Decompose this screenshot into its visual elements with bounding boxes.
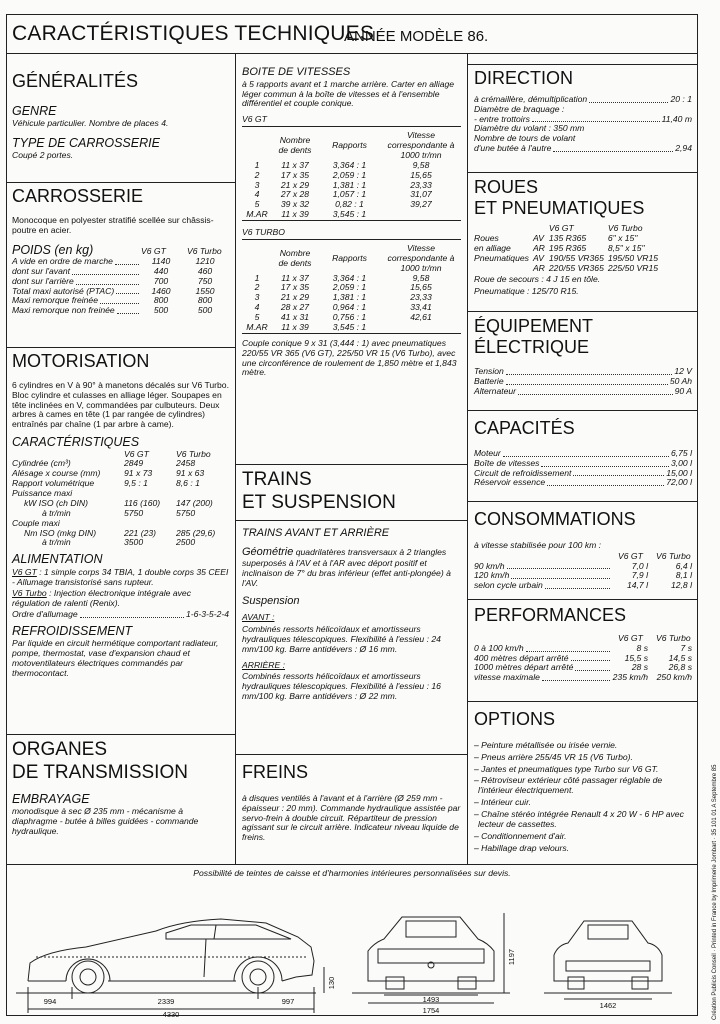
gear-cell <box>381 323 461 333</box>
section-title: ÉLECTRIQUE <box>474 337 590 358</box>
roues-cell: 190/55 VR365 <box>548 252 604 263</box>
section-title: PERFORMANCES <box>474 605 627 625</box>
spec-label: Circuit de refroidissement <box>474 467 572 478</box>
gear-cell: 31,07 <box>410 189 432 200</box>
spec-value: 3,00 l <box>670 457 692 468</box>
gear-cell: 1 <box>254 159 260 170</box>
roues-cell: Pneumatiques <box>474 252 529 263</box>
gear-cell: 1,381 : 1 <box>332 179 367 190</box>
gear-row <box>242 210 461 220</box>
spec-value: 2,94 <box>675 143 692 154</box>
spec-label: Boîte de vitesses <box>474 457 540 468</box>
col-header: V6 GT <box>124 448 149 459</box>
roues-cell: 195/50 VR15 <box>607 252 659 263</box>
gear-cell: 0,964 : 1 <box>332 302 367 313</box>
gear-cell: 11 x 39 <box>281 321 309 332</box>
roues-row <box>472 264 660 274</box>
section-consommations <box>468 501 698 591</box>
carac-row <box>6 499 235 509</box>
pneu-text: Pneumatique : 125/70 R15. <box>474 285 579 296</box>
dim-rear-overhang: 997 <box>281 997 295 1006</box>
front-view-drawing <box>554 921 662 989</box>
spec-label: à crémaillère, démultiplication <box>474 93 588 104</box>
spec-gt: 14,7 l <box>626 580 648 591</box>
type-title: TYPE DE CARROSSERIE <box>12 136 160 151</box>
gear-cell: 41 x 31 <box>280 312 310 323</box>
poids-gt: 700 <box>153 275 169 286</box>
secours-text: Roue de secours : 4 J 15 en tôle. <box>474 273 601 284</box>
section-title: CARROSSERIE <box>12 186 144 206</box>
spec-label: selon cycle urbain <box>474 580 543 591</box>
gear-cell: 9,58 <box>412 159 430 170</box>
page-header <box>6 14 698 54</box>
roues-cell: 135 R365 <box>548 233 587 244</box>
carac-turbo: 91 x 63 <box>176 468 205 479</box>
carac-label: Nm ISO (mkg DIN) <box>24 527 97 538</box>
spec-label: Diamètre de braquage : <box>474 103 565 114</box>
poids-gt: 500 <box>153 305 169 316</box>
carac-turbo: 5750 <box>176 507 196 518</box>
conso-table <box>468 562 698 592</box>
genre-text: Véhicule particulier. Nombre de places 4. <box>12 118 169 129</box>
roues-cell: 6" x 15" <box>607 233 638 244</box>
section-title: ÉQUIPEMENT <box>474 316 594 336</box>
poids-label: dont sur l'avant <box>12 265 71 276</box>
gear-cell: 17 x 35 <box>280 169 310 180</box>
roues-cell: en alliage <box>474 243 511 254</box>
gear-cell: 2 <box>254 169 260 180</box>
printer-credit <box>702 640 716 1020</box>
spec-gt: 7,9 l <box>631 570 648 581</box>
boite-text: à 5 rapports avant et 1 marche arrière. Carter en alliage léger commun à la boîte de vitesses et à l'ensemble différentiel et couple conique. <box>242 78 455 109</box>
genre-title: GENRE <box>12 103 57 118</box>
gear-cell: 21 x 29 <box>280 292 310 303</box>
section-carrosserie <box>6 182 235 316</box>
gear-cell: M.AR <box>246 321 268 332</box>
gear-cell: 5 <box>254 312 260 323</box>
conso-intro: à vitesse stabilisée pour 100 km : <box>474 539 602 550</box>
option-item: – Peinture métallisée ou irisée vernie. <box>474 739 618 750</box>
spec-label: 400 mètres départ arrêté <box>474 652 569 663</box>
poids-gt: 1140 <box>151 255 171 266</box>
dim-ground: 130 <box>327 976 336 990</box>
roues-cell: AV <box>532 233 544 244</box>
spec-label: Moteur <box>474 447 501 458</box>
carac-title: CARACTÉRISTIQUES <box>12 435 140 450</box>
alim-gt: : 1 simple corps 34 TBIA, 1 double corps 35 CEEI - Allumage transistorisé sans rupteur. <box>12 566 229 587</box>
section-title: TRAINS <box>242 469 312 490</box>
gear-cell: 3,545 : 1 <box>332 321 367 332</box>
option-item: – Pneus arrière 255/45 VR 15 (V6 Turbo). <box>474 751 633 762</box>
head-rapports: Rapports <box>332 252 367 263</box>
section-title: FREINS <box>242 762 309 782</box>
spec-turbo: 8,1 l <box>675 570 692 581</box>
side-view-drawing <box>28 919 314 993</box>
gt-label: V6 GT <box>242 114 267 125</box>
embrayage-text: monodisque à sec Ø 235 mm - mécanisme à diaphragme - butée à billes guidées - commande hydraulique. <box>12 805 199 836</box>
gear-cell: 11 x 37 <box>281 272 309 283</box>
spec-label: Diamètre du volant : 350 mm <box>474 123 585 134</box>
poids-turbo: 750 <box>197 275 213 286</box>
gear-cell: 17 x 35 <box>280 282 310 293</box>
poids-label: A vide en ordre de marche <box>12 255 113 266</box>
col-header: V6 GT <box>548 223 574 234</box>
gear-cell: 9,58 <box>412 272 430 283</box>
gear-row <box>242 323 461 333</box>
section-title: ET PNEUMATIQUES <box>474 198 645 219</box>
dim-front-track: 1493 <box>422 995 440 1004</box>
carac-label: Rapport volumétrique <box>12 478 95 489</box>
carac-label: Puissance maxi <box>12 488 73 499</box>
page-title: CARACTÉRISTIQUES TECHNIQUES <box>12 22 375 45</box>
head-vitesse: Vitesse correspondante à 1000 tr/mn <box>387 130 455 160</box>
section-capacites <box>468 410 698 488</box>
gear-cell: 1,057 : 1 <box>332 189 367 200</box>
section-organes <box>6 734 235 838</box>
gear-cell: 39 x 32 <box>280 199 310 210</box>
spec-value: 6,75 l <box>670 447 692 458</box>
poids-title: POIDS (en kg) <box>12 242 94 257</box>
spec-turbo: 14,5 s <box>668 652 692 663</box>
carac-gt: 5750 <box>124 507 144 518</box>
poids-gt: 1460 <box>151 285 171 296</box>
dimensions-panel <box>6 864 698 1016</box>
roues-table <box>472 224 660 273</box>
section-title: OPTIONS <box>474 709 556 729</box>
spec-label: 1000 mètres départ arrêté <box>474 662 574 673</box>
gear-cell: M.AR <box>246 209 268 220</box>
gear-cell: 0,82 : 1 <box>335 199 364 210</box>
carac-table <box>6 459 235 548</box>
roues-cell: 195 R365 <box>548 243 587 254</box>
spec-label: vitesse maximale <box>474 672 540 683</box>
carac-row <box>6 538 235 548</box>
gear-cell: 4 <box>254 189 260 200</box>
gear-cell: 1,381 : 1 <box>332 292 367 303</box>
section-title: ORGANES <box>12 739 108 760</box>
geo-label: Géométrie <box>242 546 294 559</box>
gear-cell: 33,41 <box>410 302 432 313</box>
motorisation-text: 6 cylindres en V à 90° à manetons décalés sur V6 Turbo. Bloc cylindre et culasses en alliage léger. Soupapes en tête inclinées en V, commandées par culbuteurs. Deux arbres à cames en tête (1 par rangée de cylindres) entraînés par chaîne (1 par arbre à came). <box>12 379 229 430</box>
poids-turbo: 500 <box>197 305 213 316</box>
boite-title: BOITE DE VITESSES <box>242 66 351 78</box>
carac-gt: 3500 <box>124 537 144 548</box>
head-rapports: Rapports <box>332 140 367 151</box>
gear-cell: 1 <box>254 272 260 283</box>
gear-cell: 3 <box>254 292 260 303</box>
carac-label: kW ISO (ch DIN) <box>24 497 88 508</box>
capacites-table <box>468 449 698 489</box>
carac-gt: 221 (23) <box>124 527 157 538</box>
poids-turbo: 1550 <box>195 285 215 296</box>
gear-cell: 27 x 28 <box>280 189 310 200</box>
col-header: V6 GT <box>618 550 643 561</box>
spec-turbo: 250 km/h <box>656 672 692 683</box>
gear-cell: 23,33 <box>410 179 432 190</box>
spec-label: Nombre de tours de volant <box>474 133 576 144</box>
carac-turbo: 8,6 : 1 <box>176 478 200 489</box>
gear-cell: 3,364 : 1 <box>332 159 367 170</box>
spec-turbo: 7 s <box>680 642 692 653</box>
gearbox-table-turbo <box>242 244 461 333</box>
poids-turbo: 1210 <box>195 255 215 266</box>
roues-cell: 220/55 VR365 <box>548 262 604 273</box>
ordre-value: 1-6-3-5-2-4 <box>186 609 229 620</box>
spec-row <box>468 478 698 488</box>
trains-sub: TRAINS AVANT ET ARRIÈRE <box>242 526 390 539</box>
roues-cell: AR <box>532 243 545 254</box>
section-title: CAPACITÉS <box>474 418 575 438</box>
spec-value: 12 V <box>674 366 692 377</box>
spec-label: Réservoir essence <box>474 477 546 488</box>
poids-row <box>6 306 235 316</box>
spec-gt: 7,0 l <box>631 560 648 571</box>
spec-turbo: 6,4 l <box>675 560 692 571</box>
avant-label: AVANT : <box>242 612 275 623</box>
carac-label: à tr/min <box>42 507 71 518</box>
section-equipement <box>468 311 698 397</box>
spec-label: Alternateur <box>474 386 517 397</box>
carac-gt: 91 x 73 <box>124 468 153 479</box>
roues-cell: 225/50 VR15 <box>607 262 659 273</box>
spec-gt: 235 km/h <box>612 672 648 683</box>
direction-table <box>468 95 698 154</box>
spec-turbo: 26,8 s <box>668 662 692 673</box>
gear-cell: 5 <box>254 199 260 210</box>
roues-cell: 8,5" x 15" <box>607 243 645 254</box>
alim-gt-label: V6 GT <box>12 566 37 577</box>
gear-cell: 2,059 : 1 <box>332 282 367 293</box>
alim-turbo: : Injection électronique intégrale avec régulation de ralenti (Renix). <box>12 588 191 609</box>
dim-wheelbase: 2339 <box>157 997 175 1006</box>
poids-gt: 800 <box>153 295 169 306</box>
section-roues <box>468 172 698 297</box>
carac-gt: 9,5 : 1 <box>124 478 148 489</box>
carac-label: Cylindrée (cm³) <box>12 458 71 469</box>
gear-cell: 2 <box>254 282 260 293</box>
spec-value: 90 A <box>674 386 692 397</box>
col-header: V6 Turbo <box>607 223 643 234</box>
option-item: – Rétroviseur extérieur côté passager réglable de l'intérieur électriquement. <box>474 775 663 796</box>
carac-gt: 2849 <box>124 458 144 469</box>
option-item: – Intérieur cuir. <box>474 797 531 808</box>
carac-gt: 116 (160) <box>124 497 161 508</box>
section-title: MOTORISATION <box>12 351 150 371</box>
carac-label: à tr/min <box>42 537 71 548</box>
poids-gt: 440 <box>153 265 169 276</box>
col-header: V6 GT <box>141 245 166 256</box>
spec-row <box>468 144 698 154</box>
couple-text: Couple conique 9 x 31 (3,444 : 1) avec pneumatiques 220/55 VR 365 (V6 GT), 225/50 VR 15 (V6 Turbo), avec une circonférence de roulement de 1,850 mètre et 1,843 mètre. <box>242 337 457 378</box>
section-performances <box>468 599 698 683</box>
gear-cell: 3,545 : 1 <box>332 209 367 220</box>
section-freins <box>236 754 467 844</box>
spec-label: 120 km/h <box>474 570 510 581</box>
spec-turbo: 12,8 l <box>670 580 692 591</box>
section-motorisation <box>6 347 235 680</box>
head-dents: Nombre de dents <box>278 135 312 155</box>
dim-width: 1754 <box>422 1006 440 1015</box>
carac-turbo: 2500 <box>176 537 196 548</box>
head-vitesse: Vitesse correspondante à 1000 tr/mn <box>387 242 455 273</box>
gear-cell: 3,364 : 1 <box>332 272 367 283</box>
freins-text: à disques ventilés à l'avant et à l'arrière (Ø 259 mm - épaisseur : 20 mm). Commande hydraulique assistée par servo-frein à double circuit. Répartiteur de pression agissant sur le circuit arrière. Indicateur niveau liquide de freins. <box>242 792 461 843</box>
spec-gt: 8 s <box>636 642 648 653</box>
spec-value: 72,00 l <box>666 477 692 488</box>
spec-label: 90 km/h <box>474 560 505 571</box>
spec-label: d'une butée à l'autre <box>474 143 552 154</box>
poids-label: dont sur l'arrière <box>12 275 74 286</box>
carac-label: Alésage x course (mm) <box>12 468 101 479</box>
geo-text: quadrilatères transversaux à 2 triangles superposés à l'AV et à l'AR avec déport positif et inclinaison de 7° du bras inférieur (effet anti-plongée) à l'AV. <box>242 547 451 588</box>
refroid-text: Par liquide en circuit hermétique comportant radiateur, pompe, thermostat, vase d'expansion chaud et motoventilateurs électriques commandés par thermocontact. <box>12 638 219 679</box>
col-header: V6 Turbo <box>176 448 211 459</box>
section-options <box>468 701 698 855</box>
spec-row <box>468 387 698 397</box>
option-item: – Chaîne stéréo intégrée Renault 4 x 20 W - 6 HP avec lecteur de cassettes. <box>474 809 684 829</box>
dim-height: 1197 <box>507 948 516 966</box>
gear-cell: 15,65 <box>410 169 432 180</box>
section-title: DE TRANSMISSION <box>12 762 188 784</box>
col-header: V6 Turbo <box>187 245 222 256</box>
gear-cell: 11 x 39 <box>281 209 309 220</box>
type-text: Coupé 2 portes. <box>12 150 74 161</box>
gear-cell <box>381 210 461 220</box>
option-item: – Habillage drap velours. <box>474 842 570 853</box>
gearbox-table-gt <box>242 131 461 220</box>
carac-turbo: 285 (29,6) <box>176 527 216 538</box>
refroid-title: REFROIDISSEMENT <box>12 624 133 639</box>
spec-label: Tension <box>474 366 504 377</box>
dim-front-overhang: 994 <box>43 997 57 1006</box>
poids-label: Maxi remorque non freinée <box>12 305 115 316</box>
spec-label: 0 à 100 km/h <box>474 642 524 653</box>
roues-cell <box>472 264 531 274</box>
gear-cell: 23,33 <box>410 292 432 303</box>
column-middle <box>236 54 468 864</box>
ordre-label: Ordre d'allumage <box>12 609 78 620</box>
perf-table <box>468 644 698 684</box>
spec-gt: 15,5 s <box>624 652 648 663</box>
spec-value: 20 : 1 <box>670 93 692 104</box>
carac-row <box>6 529 235 539</box>
col-header: V6 Turbo <box>656 632 691 643</box>
gear-cell: 2,059 : 1 <box>332 169 367 180</box>
gear-cell: 0,756 : 1 <box>332 312 367 323</box>
poids-label: Total maxi autorisé (PTAC) <box>12 285 115 296</box>
carac-label: Couple maxi <box>12 517 60 528</box>
gear-cell: 39,27 <box>410 199 432 210</box>
dim-rear-track: 1462 <box>599 1001 617 1010</box>
head-dents: Nombre de dents <box>278 247 312 268</box>
option-item: – Conditionnement d'air. <box>474 830 567 841</box>
gear-cell: 4 <box>254 302 260 313</box>
roues-cell: Roues <box>474 233 499 244</box>
dim-length: 4330 <box>162 1010 180 1017</box>
spec-value: 50 Ah <box>669 376 692 387</box>
section-title: ROUES <box>474 177 539 197</box>
poids-turbo: 460 <box>197 265 213 276</box>
turbo-label: V6 TURBO <box>242 227 285 238</box>
col-header: V6 Turbo <box>656 550 691 561</box>
options-list <box>468 740 698 855</box>
gear-cell: 11 x 37 <box>281 159 309 170</box>
printer-credit-text: Création Publicis Conseil · Printed in France by Imprimerie Jombart · 35 101 01 A Septembre 85 <box>712 764 718 1020</box>
section-generalites <box>6 54 235 162</box>
arriere-label: ARRIÈRE : <box>242 659 285 670</box>
section-direction <box>468 64 698 154</box>
personalisation-note: Possibilité de teintes de caisse et d'harmonies intérieures personnalisées sur devis. <box>193 868 511 878</box>
spec-label: Batterie <box>474 376 504 387</box>
avant-text: Combinés ressorts hélicoïdaux et amortisseurs hydrauliques télescopiques. Flexibilité à l'essieu : 24 mm/100 kg. Barre antidévers : Ø 16 mm. <box>242 623 441 654</box>
susp-title: Suspension <box>242 595 300 608</box>
gear-cell: 21 x 29 <box>280 179 310 190</box>
spec-row <box>468 673 698 683</box>
col-header: V6 GT <box>618 632 643 643</box>
gear-cell: 3 <box>254 179 260 190</box>
poids-label: Maxi remorque freinée <box>12 295 98 306</box>
spec-value: 15,00 l <box>666 467 692 478</box>
spec-gt: 28 s <box>631 662 648 673</box>
carac-turbo: 147 (200) <box>176 497 213 508</box>
poids-turbo: 800 <box>197 295 213 306</box>
carac-turbo: 2458 <box>176 458 196 469</box>
arriere-text: Combinés ressorts hélicoïdaux et amortisseurs hydrauliques télescopiques. Flexibilité à l'essieu : 16 mm/100 kg. Barre antidévers : Ø 22 mm. <box>242 671 441 702</box>
section-title: CONSOMMATIONS <box>474 509 636 529</box>
roues-cell: AR <box>532 262 545 273</box>
alim-turbo-label: V6 Turbo <box>12 588 47 599</box>
rear-view-drawing <box>368 917 494 989</box>
option-item: – Jantes et pneumatiques type Turbo sur V6 GT. <box>474 763 659 774</box>
column-right <box>468 54 698 864</box>
gear-cell: 42,61 <box>410 312 432 323</box>
carrosserie-text: Monocoque en polyester stratifié scellée sur châssis-poutre en acier. <box>12 214 214 235</box>
embrayage-title: EMBRAYAGE <box>12 791 90 806</box>
alim-title: ALIMENTATION <box>12 552 103 567</box>
column-left <box>6 54 236 864</box>
roues-cell: AV <box>532 252 544 263</box>
gear-cell: 15,65 <box>410 282 432 293</box>
section-trains <box>236 464 467 703</box>
equipement-table <box>468 367 698 397</box>
poids-table <box>6 257 235 316</box>
gear-cell: 28 x 27 <box>280 302 310 313</box>
spec-label: - entre trottoirs <box>474 113 530 124</box>
spec-row <box>468 581 698 591</box>
section-title: DIRECTION <box>474 68 573 88</box>
section-title: ET SUSPENSION <box>242 492 396 514</box>
car-drawings <box>6 877 698 1017</box>
model-year: ANNÉE MODÈLE 86. <box>344 28 489 45</box>
spec-value: 11,40 m <box>661 113 692 124</box>
section-title: GÉNÉRALITÉS <box>12 71 139 91</box>
